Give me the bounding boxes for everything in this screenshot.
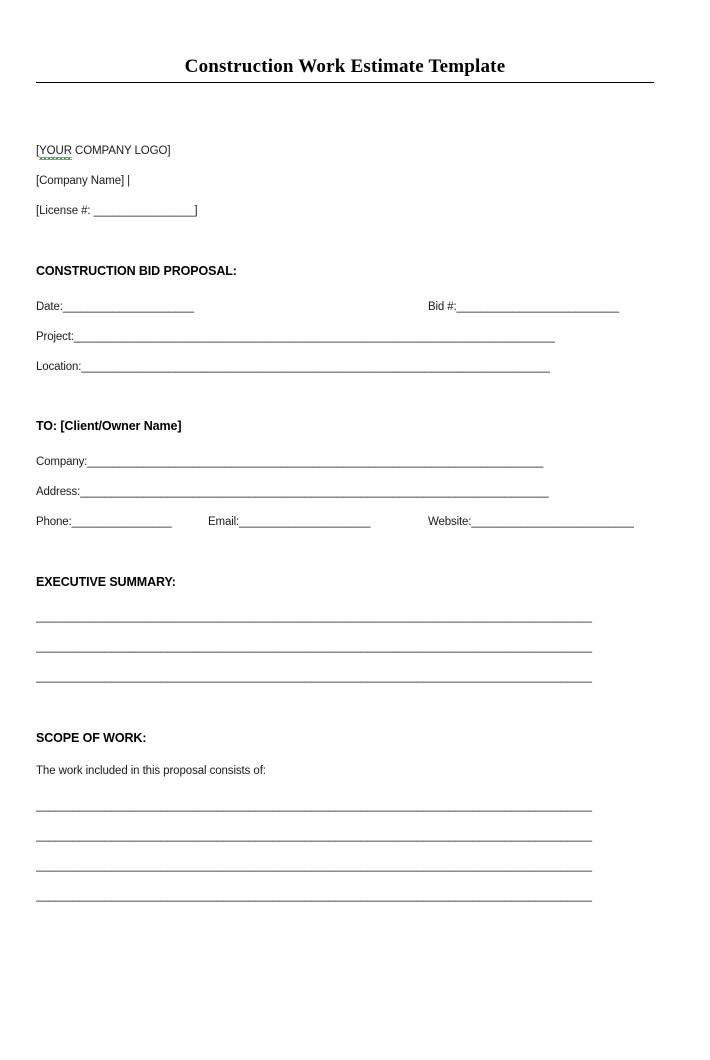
section-heading-client: TO: [Client/Owner Name] bbox=[36, 419, 182, 433]
field-client-address-label: Address: bbox=[36, 486, 81, 498]
scope-of-work-blank-line[interactable]: _________________________________________________________________________________________ bbox=[36, 890, 592, 902]
executive-summary-blank-line[interactable]: _________________________________________________________________________________________ bbox=[36, 671, 592, 683]
field-client-website bbox=[428, 515, 634, 529]
field-client-company bbox=[36, 455, 543, 469]
field-client-company-label: Company: bbox=[36, 456, 88, 468]
field-client-phone bbox=[36, 515, 172, 529]
page-title: Construction Work Estimate Template bbox=[184, 56, 506, 77]
scope-of-work-intro: The work included in this proposal consists of: bbox=[36, 765, 266, 777]
logo-bracket-open: [ bbox=[36, 145, 40, 157]
logo-placeholder bbox=[36, 144, 170, 160]
field-client-company-rule[interactable]: _________________________________________________________________________ bbox=[87, 456, 544, 468]
license-number-placeholder: [License #: ________________] bbox=[36, 205, 198, 217]
field-client-address bbox=[36, 485, 549, 499]
field-date bbox=[36, 300, 194, 314]
field-client-email-rule[interactable]: _____________________ bbox=[239, 516, 371, 528]
field-bid-number-rule[interactable]: __________________________ bbox=[456, 301, 619, 313]
field-project-label: Project: bbox=[36, 331, 74, 343]
field-client-phone-label: Phone: bbox=[36, 516, 72, 528]
title-divider bbox=[36, 82, 654, 83]
section-heading-executive-summary: EXECUTIVE SUMMARY: bbox=[36, 575, 176, 589]
field-client-email-label: Email: bbox=[208, 516, 240, 528]
field-project bbox=[36, 330, 555, 344]
field-client-website-rule[interactable]: __________________________ bbox=[471, 516, 634, 528]
field-client-website-label: Website: bbox=[428, 516, 472, 528]
logo-misspelled-word: YOUR bbox=[39, 144, 72, 160]
executive-summary-blank-line[interactable]: _________________________________________________________________________________________ bbox=[36, 641, 592, 653]
field-date-label: Date: bbox=[36, 301, 63, 313]
company-name-placeholder: [Company Name] | bbox=[36, 175, 131, 187]
scope-of-work-blank-line[interactable]: _________________________________________________________________________________________ bbox=[36, 800, 592, 812]
field-project-rule[interactable]: _____________________________________________________________________________ bbox=[73, 331, 555, 343]
scope-of-work-blank-line[interactable]: _________________________________________________________________________________________ bbox=[36, 860, 592, 872]
field-bid-number-label: Bid #: bbox=[428, 301, 457, 313]
field-location bbox=[36, 360, 550, 374]
field-bid-number bbox=[428, 300, 619, 314]
executive-summary-blank-line[interactable]: _________________________________________________________________________________________ bbox=[36, 611, 592, 623]
field-location-rule[interactable]: ___________________________________________________________________________ bbox=[81, 361, 550, 373]
field-location-label: Location: bbox=[36, 361, 82, 373]
field-client-email bbox=[208, 515, 370, 529]
field-date-rule[interactable]: _____________________ bbox=[62, 301, 194, 313]
section-heading-bid-proposal: CONSTRUCTION BID PROPOSAL: bbox=[36, 264, 237, 278]
scope-of-work-blank-line[interactable]: _________________________________________________________________________________________ bbox=[36, 830, 592, 842]
field-client-address-rule[interactable]: ___________________________________________________________________________ bbox=[80, 486, 549, 498]
section-heading-scope-of-work: SCOPE OF WORK: bbox=[36, 731, 147, 745]
logo-placeholder-suffix: COMPANY LOGO] bbox=[71, 145, 171, 157]
field-client-phone-rule[interactable]: ________________ bbox=[71, 516, 172, 528]
